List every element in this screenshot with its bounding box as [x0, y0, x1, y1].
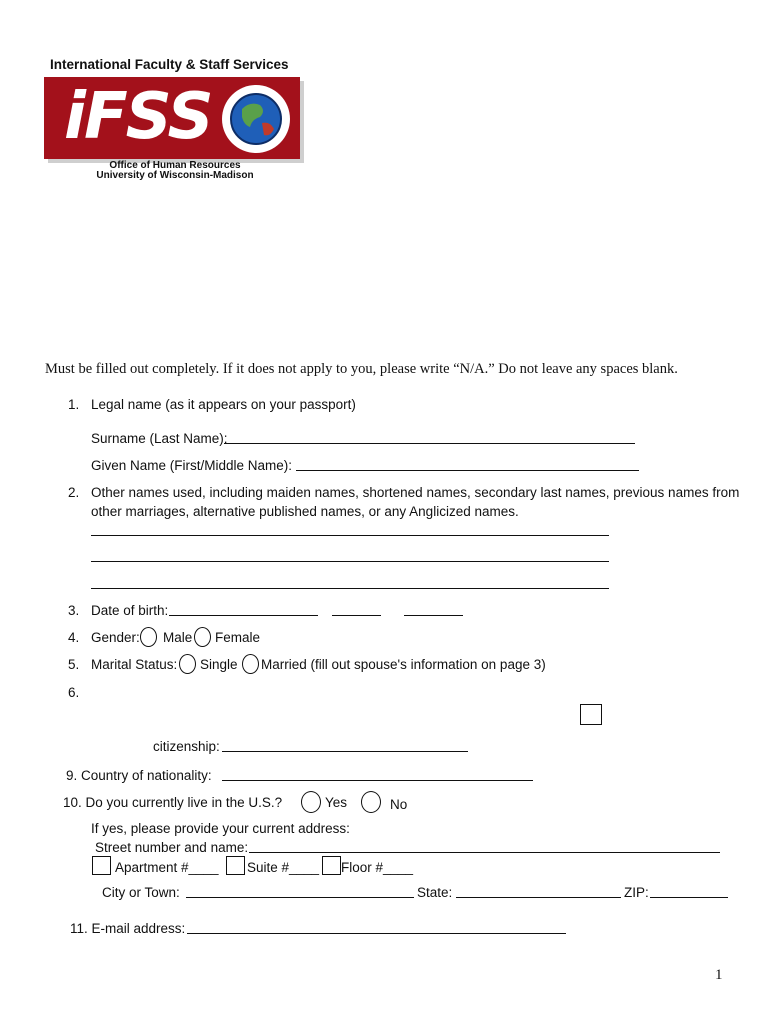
logo-banner-text: iFSS [64, 80, 212, 154]
other-names-field-2[interactable] [91, 561, 609, 562]
city-label: City or Town: [102, 885, 180, 900]
suite-label: Suite #____ [247, 860, 320, 875]
female-label: Female [215, 630, 261, 645]
dob-field-1[interactable] [169, 615, 318, 616]
dob-field-3[interactable] [404, 615, 463, 616]
q6-checkbox[interactable] [580, 704, 602, 725]
single-label: Single [200, 657, 238, 672]
single-radio[interactable] [179, 654, 196, 674]
no-label: No [390, 797, 408, 812]
if-yes-text: If yes, please provide your current address: [91, 821, 350, 836]
instruction-text: Must be filled out completely. If it does not apply to you, please write “N/A.” Do not leave any spaces blank. [45, 361, 678, 377]
email-field[interactable] [187, 933, 566, 934]
zip-field[interactable] [650, 897, 728, 898]
logo-subtitle-line1: Office of Human Resources [109, 160, 241, 171]
given-name-label: Given Name (First/Middle Name): [91, 458, 293, 473]
street-label: Street number and name: [95, 840, 249, 855]
q2-label-line2: other marriages, alternative published names, or any Anglicized names. [91, 504, 519, 519]
other-names-field-1[interactable] [91, 535, 609, 536]
globe-icon [220, 83, 292, 155]
no-radio[interactable] [361, 791, 381, 813]
surname-label: Surname (Last Name): [91, 431, 228, 446]
q3-number: 3. [68, 603, 80, 618]
dob-field-2[interactable] [332, 615, 381, 616]
female-radio[interactable] [194, 627, 211, 647]
floor-checkbox[interactable] [322, 856, 341, 875]
citizenship-field[interactable] [222, 751, 468, 752]
page-number: 1 [715, 967, 723, 983]
q6-number: 6. [68, 685, 80, 700]
date-of-birth-label: Date of birth: [91, 603, 169, 618]
other-names-field-3[interactable] [91, 588, 609, 589]
male-radio[interactable] [140, 627, 157, 647]
q1-label: Legal name (as it appears on your passport) [91, 397, 356, 412]
surname-field[interactable] [224, 443, 635, 444]
zip-label: ZIP: [624, 885, 649, 900]
citizenship-label: citizenship: [153, 739, 220, 754]
email-label: 11. E-mail address: [70, 921, 186, 936]
gender-label: Gender: [91, 630, 140, 645]
q1-number: 1. [68, 397, 80, 412]
suite-checkbox[interactable] [226, 856, 245, 875]
logo-banner [44, 77, 300, 159]
q2-number: 2. [68, 485, 80, 500]
marital-status-label: Marital Status: [91, 657, 178, 672]
given-name-field[interactable] [296, 470, 639, 471]
married-label: Married (fill out spouse's information on page 3) [261, 657, 546, 672]
nationality-label: 9. Country of nationality: [66, 768, 212, 783]
nationality-field[interactable] [222, 780, 533, 781]
city-field[interactable] [186, 897, 414, 898]
logo-title: International Faculty & Staff Services [50, 57, 289, 72]
street-field[interactable] [249, 852, 720, 853]
logo-subtitle-line2: University of Wisconsin-Madison [96, 170, 254, 181]
yes-label: Yes [325, 795, 348, 810]
q5-number: 5. [68, 657, 80, 672]
married-radio[interactable] [242, 654, 259, 674]
state-label: State: [417, 885, 453, 900]
logo-subtitle [90, 161, 260, 181]
yes-radio[interactable] [301, 791, 321, 813]
apartment-label: Apartment #____ [115, 860, 219, 875]
q4-number: 4. [68, 630, 80, 645]
state-field[interactable] [456, 897, 621, 898]
floor-label: Floor #____ [341, 860, 414, 875]
live-in-us-label: 10. Do you currently live in the U.S.? [63, 795, 283, 810]
q2-label-line1: Other names used, including maiden names, shortened names, secondary last names, previous names from [91, 485, 740, 500]
male-label: Male [163, 630, 193, 645]
apartment-checkbox[interactable] [92, 856, 111, 875]
